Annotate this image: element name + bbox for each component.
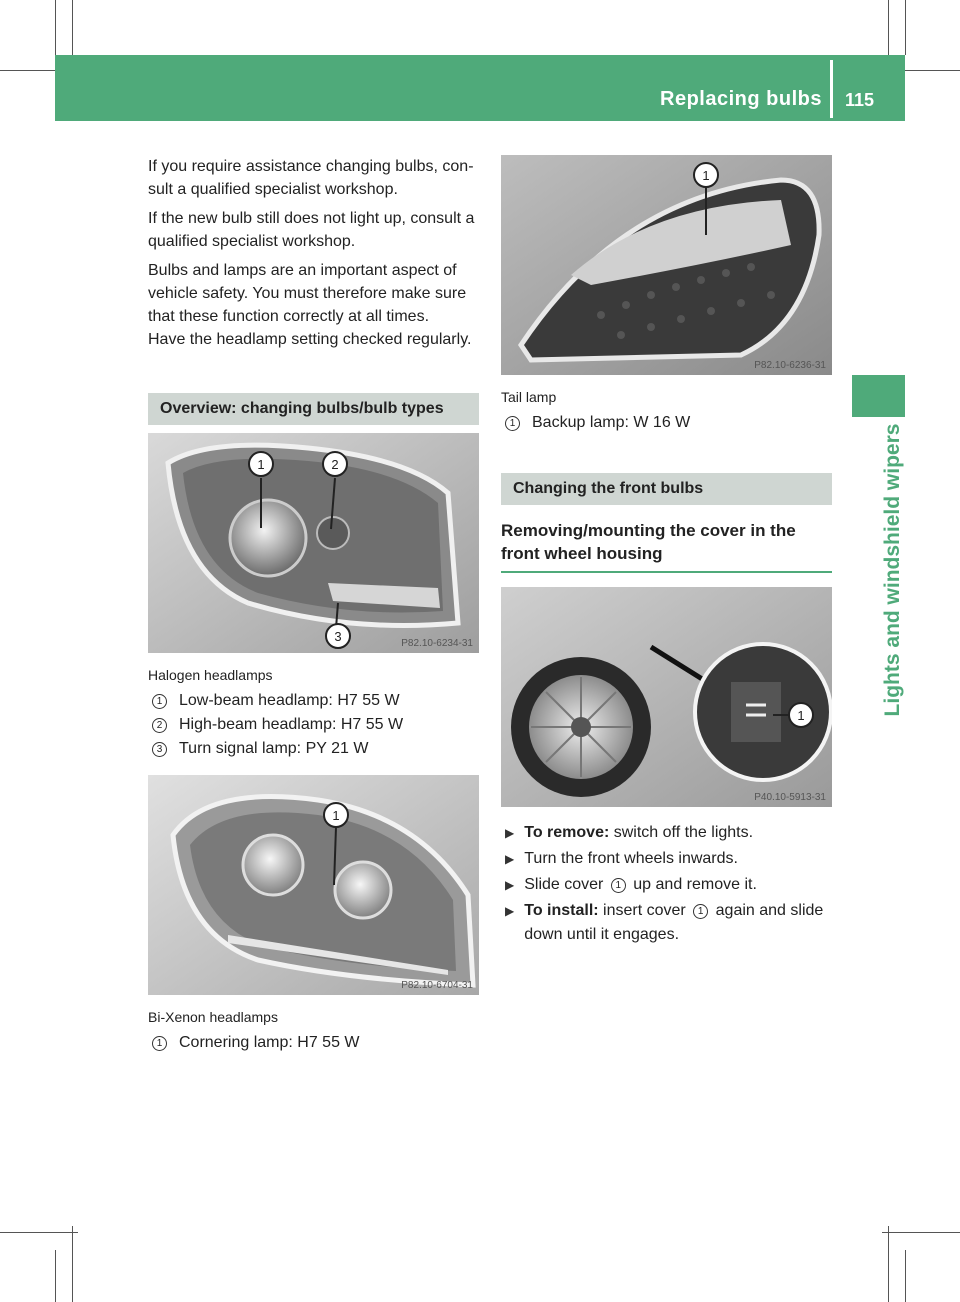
right-column	[501, 155, 832, 949]
callout-number: 1	[152, 1036, 167, 1051]
paragraph: If the new bulb still does not light up, consult a qualified specialist workshop.	[148, 210, 475, 250]
crop-mark	[905, 0, 906, 55]
crop-mark	[55, 1250, 56, 1302]
step-arrow-icon: ▶	[505, 904, 515, 918]
svg-text:1: 1	[702, 168, 710, 183]
halogen-headlamp-photo	[148, 433, 479, 653]
step-arrow-icon: ▶	[505, 852, 515, 866]
left-column	[148, 155, 479, 1055]
callout-number: 1	[152, 694, 167, 709]
crop-mark	[905, 1250, 906, 1302]
wheel-housing-photo	[501, 587, 832, 807]
tail-lamp-photo	[501, 155, 832, 375]
paragraph: If you require assistance changing bulbs, con-sult a qualified specialist workshop.	[148, 158, 474, 198]
page-title: Replacing bulbs	[660, 88, 822, 110]
bixenon-headlamp-photo	[148, 775, 479, 995]
instruction-step: ▶ Slide cover 1 up and remove it.	[501, 873, 832, 897]
list-item: 3 Turn signal lamp: PY 21 W	[148, 737, 479, 761]
step-arrow-icon: ▶	[505, 878, 515, 892]
instruction-step: ▶ Turn the front wheels inwards.	[501, 847, 832, 871]
crop-mark	[72, 1226, 73, 1302]
photo-caption: Halogen headlamps	[148, 667, 273, 683]
wheel-housing-illustration	[501, 587, 832, 807]
crop-mark	[882, 1232, 960, 1233]
paragraph: Have the headlamp setting checked regularly.	[148, 331, 472, 348]
chapter-label: Lights and windshield wipers	[881, 423, 904, 717]
svg-text:1: 1	[797, 708, 805, 723]
callout-number: 1	[611, 878, 626, 893]
callout-number: 1	[693, 904, 708, 919]
chapter-tab	[852, 375, 905, 417]
photo-code: P82.10-6704-31	[401, 980, 473, 991]
page-number: 115	[845, 90, 875, 110]
instruction-step: ▶ To install: insert cover 1 again and slide down until it engages.	[501, 899, 832, 947]
header-separator	[830, 60, 833, 118]
callout-number: 3	[152, 742, 167, 757]
paragraph: Bulbs and lamps are an important aspect of vehicle safety. You must therefore make sure that these function correctly at all times.	[148, 262, 467, 325]
crop-mark	[55, 0, 56, 55]
section-heading: Overview: changing bulbs/bulb types	[148, 393, 479, 425]
photo-caption: Tail lamp	[501, 389, 557, 405]
photo-code: P82.10-6234-31	[401, 638, 473, 649]
callout-number: 1	[505, 416, 520, 431]
list-item: 1 Cornering lamp: H7 55 W	[148, 1031, 479, 1055]
svg-text:2: 2	[331, 457, 339, 472]
tail-lamp-illustration	[501, 155, 832, 375]
list-item: 1 Backup lamp: W 16 W	[501, 411, 832, 435]
list-item: 2 High-beam headlamp: H7 55 W	[148, 713, 479, 737]
photo-caption: Bi-Xenon headlamps	[148, 1009, 278, 1025]
photo-code: P40.10-5913-31	[754, 792, 826, 803]
callout-number: 2	[152, 718, 167, 733]
headlamp-illustration	[148, 433, 479, 653]
subheading: Removing/mounting the cover in the front wheel housing	[501, 519, 832, 573]
crop-mark	[888, 1226, 889, 1302]
step-arrow-icon: ▶	[505, 826, 515, 840]
svg-text:1: 1	[332, 808, 340, 823]
svg-text:1: 1	[257, 457, 265, 472]
headlamp-illustration	[148, 775, 479, 995]
photo-code: P82.10-6236-31	[754, 360, 826, 371]
svg-text:3: 3	[334, 629, 342, 644]
crop-mark	[0, 1232, 78, 1233]
section-heading: Changing the front bulbs	[501, 473, 832, 505]
instruction-step: ▶ To remove: switch off the lights.	[501, 821, 832, 845]
list-item: 1 Low-beam headlamp: H7 55 W	[148, 689, 479, 713]
